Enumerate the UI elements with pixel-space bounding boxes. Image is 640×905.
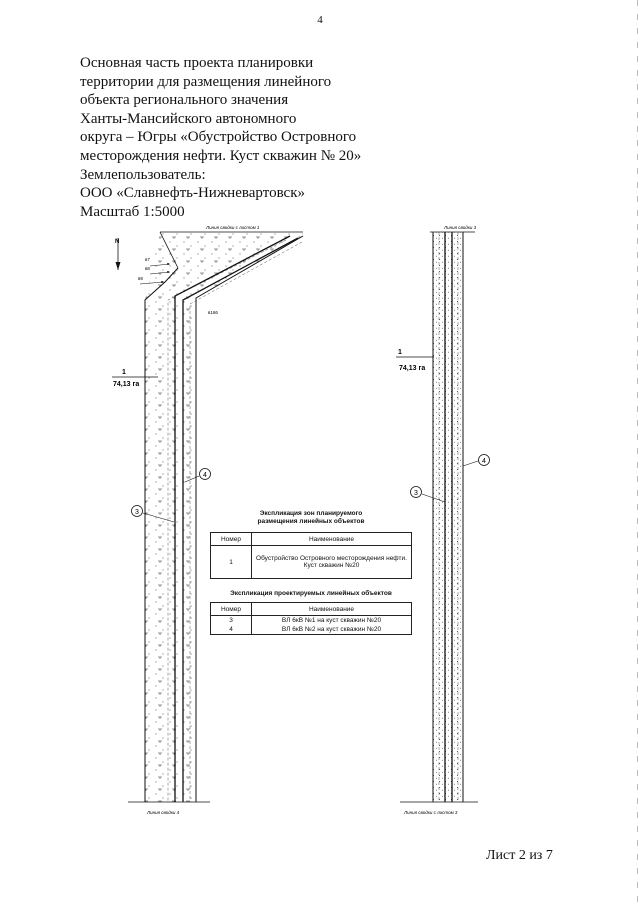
column-header: Номер	[211, 603, 252, 616]
table-row	[211, 625, 412, 635]
legend-zones-title	[210, 510, 412, 526]
row-number: 3	[211, 616, 252, 626]
table-row	[211, 546, 412, 579]
header-line: ООО «Славнефть-Нижневартовск»	[80, 185, 306, 202]
zone-area: 74,13 га	[113, 381, 140, 388]
match-line-caption: Линия сводки 3	[444, 225, 477, 230]
point-label: в7	[145, 257, 150, 262]
page-number: 4	[317, 14, 323, 26]
header-line: Ханты-Мансийского автономного	[80, 110, 297, 127]
match-line-caption: Линия сводки с листом 1	[206, 225, 260, 230]
legend-zones	[210, 510, 412, 579]
match-line-caption: Линия сводки с листом 3	[404, 810, 458, 815]
north-label: N	[115, 239, 120, 245]
zone-label-right	[396, 349, 434, 372]
row-number: 4	[211, 625, 252, 635]
legend-title-line: Экспликация зон планируемого	[259, 510, 363, 517]
table-row	[211, 616, 412, 626]
survey-point	[167, 263, 169, 265]
row-name: ВЛ 6кВ №2 на куст скважин №20	[252, 625, 412, 635]
callout-number: 3	[135, 509, 139, 516]
right-corridor-fill	[433, 232, 463, 802]
legend-zones-table	[210, 532, 412, 579]
column-header: Номер	[211, 533, 252, 546]
header-line: округа – Югры «Обустройство Островного	[80, 129, 357, 146]
header-line: объекта регионального значения	[80, 92, 289, 109]
row-name: ВЛ 6кВ №1 на куст скважин №20	[252, 616, 412, 626]
zone-number: 1	[122, 369, 126, 376]
match-line-caption: Линия сводки 4	[147, 810, 180, 815]
survey-point	[167, 271, 169, 273]
survey-point	[161, 281, 163, 283]
north-arrow-icon	[115, 238, 121, 270]
column-header: Наименование	[252, 533, 412, 546]
legend-objects	[210, 590, 412, 635]
header-line: Масштаб 1:5000	[80, 203, 185, 220]
header-line: Землепользователь:	[80, 166, 206, 183]
callout-4-right	[463, 455, 490, 467]
legend-title-line: размещения линейных объектов	[257, 518, 365, 525]
row-name: Обустройство Островного месторождения нефти. Куст скважин №20	[252, 546, 412, 579]
point-label: в166	[208, 310, 218, 315]
scan-edge	[637, 0, 638, 905]
zone-number: 1	[398, 349, 402, 356]
legend-objects-table	[210, 602, 412, 635]
legend-objects-title: Экспликация проектируемых линейных объектов	[230, 590, 392, 597]
header-line: территории для размещения линейного	[80, 73, 332, 90]
callout-number: 3	[414, 490, 418, 497]
callout-number: 4	[203, 472, 207, 479]
row-number: 1	[211, 546, 252, 579]
column-header: Наименование	[252, 603, 412, 616]
sheet-number: Лист 2 из 7	[486, 848, 553, 863]
point-label: в8	[145, 266, 150, 271]
zone-area: 74,13 га	[399, 365, 426, 372]
header-line: месторождения нефти. Куст скважин № 20»	[80, 147, 362, 164]
header-line: Основная часть проекта планировки	[80, 55, 314, 71]
callout-number: 4	[482, 458, 486, 465]
point-label: в9	[138, 276, 143, 281]
